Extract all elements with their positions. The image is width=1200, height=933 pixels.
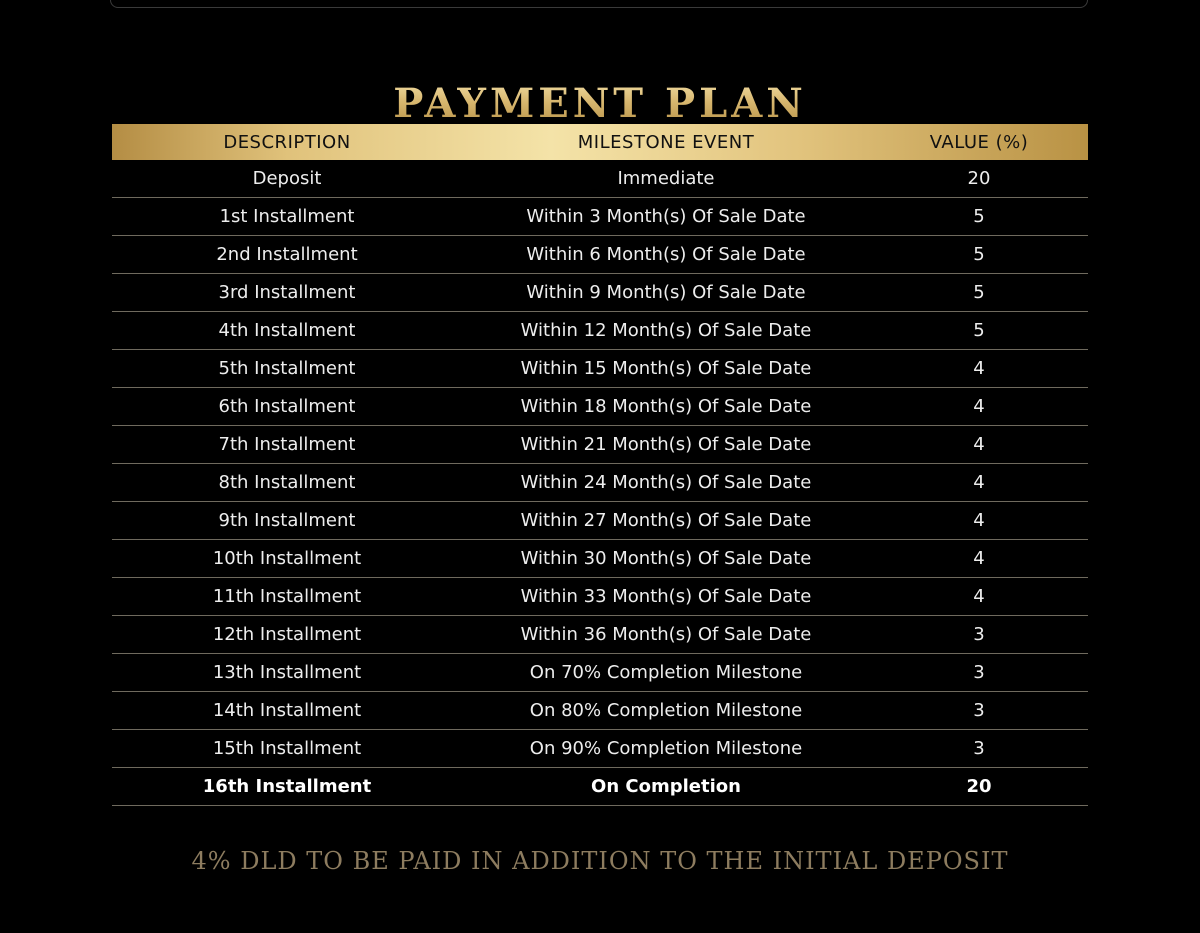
cell-description: 12th Installment — [112, 616, 462, 654]
cell-milestone: Immediate — [462, 160, 870, 198]
cell-description: 16th Installment — [112, 768, 462, 806]
table-row — [112, 426, 1088, 464]
cell-value: 4 — [870, 502, 1088, 540]
table-row — [112, 198, 1088, 236]
cell-value: 4 — [870, 350, 1088, 388]
cell-description: 2nd Installment — [112, 236, 462, 274]
table-row — [112, 464, 1088, 502]
table-row — [112, 654, 1088, 692]
table-row — [112, 578, 1088, 616]
cell-value: 3 — [870, 692, 1088, 730]
header-row — [112, 124, 1088, 160]
table-header — [112, 124, 1088, 160]
cell-description: 7th Installment — [112, 426, 462, 464]
cell-description: 5th Installment — [112, 350, 462, 388]
cell-milestone: Within 33 Month(s) Of Sale Date — [462, 578, 870, 616]
table-row-final — [112, 768, 1088, 806]
table-row — [112, 388, 1088, 426]
cell-description: 4th Installment — [112, 312, 462, 350]
cell-milestone: On 80% Completion Milestone — [462, 692, 870, 730]
table-row — [112, 540, 1088, 578]
cell-milestone: Within 30 Month(s) Of Sale Date — [462, 540, 870, 578]
table-row — [112, 730, 1088, 768]
table-row — [112, 236, 1088, 274]
table-row — [112, 616, 1088, 654]
cell-value: 20 — [870, 768, 1088, 806]
cell-milestone: On 90% Completion Milestone — [462, 730, 870, 768]
cell-milestone: Within 18 Month(s) Of Sale Date — [462, 388, 870, 426]
page-title: PAYMENT PLAN — [0, 79, 1200, 129]
cell-description: 9th Installment — [112, 502, 462, 540]
cell-value: 3 — [870, 616, 1088, 654]
table-row — [112, 274, 1088, 312]
cell-description: 8th Installment — [112, 464, 462, 502]
header-description: DESCRIPTION — [223, 131, 351, 153]
table-row — [112, 312, 1088, 350]
table-row — [112, 502, 1088, 540]
cell-milestone: Within 21 Month(s) Of Sale Date — [462, 426, 870, 464]
cell-value: 4 — [870, 388, 1088, 426]
cell-milestone: Within 3 Month(s) Of Sale Date — [462, 198, 870, 236]
cell-value: 5 — [870, 236, 1088, 274]
header-milestone-event: MILESTONE EVENT — [577, 131, 755, 153]
table-row — [112, 160, 1088, 198]
cell-description: Deposit — [112, 160, 462, 198]
cell-value: 20 — [870, 160, 1088, 198]
top-frame-divider — [110, 0, 1088, 8]
cell-description: 14th Installment — [112, 692, 462, 730]
cell-milestone: Within 36 Month(s) Of Sale Date — [462, 616, 870, 654]
cell-description: 1st Installment — [112, 198, 462, 236]
cell-milestone: Within 27 Month(s) Of Sale Date — [462, 502, 870, 540]
cell-milestone: On Completion — [462, 768, 870, 806]
cell-milestone: Within 9 Month(s) Of Sale Date — [462, 274, 870, 312]
cell-value: 5 — [870, 198, 1088, 236]
cell-milestone: Within 24 Month(s) Of Sale Date — [462, 464, 870, 502]
table-row — [112, 350, 1088, 388]
cell-value: 4 — [870, 426, 1088, 464]
payment-plan-table — [112, 124, 1088, 806]
cell-value: 4 — [870, 578, 1088, 616]
cell-value: 3 — [870, 730, 1088, 768]
cell-milestone: Within 12 Month(s) Of Sale Date — [462, 312, 870, 350]
cell-description: 11th Installment — [112, 578, 462, 616]
cell-description: 15th Installment — [112, 730, 462, 768]
table-row — [112, 692, 1088, 730]
cell-milestone: Within 6 Month(s) Of Sale Date — [462, 236, 870, 274]
header-value: VALUE (%) — [929, 131, 1029, 153]
cell-description: 13th Installment — [112, 654, 462, 692]
table-body — [112, 160, 1088, 806]
cell-milestone: On 70% Completion Milestone — [462, 654, 870, 692]
dld-footnote: 4% DLD TO BE PAID IN ADDITION TO THE INITIAL DEPOSIT — [191, 847, 1009, 875]
cell-description: 10th Installment — [112, 540, 462, 578]
cell-value: 4 — [870, 540, 1088, 578]
cell-value: 4 — [870, 464, 1088, 502]
cell-description: 6th Installment — [112, 388, 462, 426]
cell-milestone: Within 15 Month(s) Of Sale Date — [462, 350, 870, 388]
cell-value: 3 — [870, 654, 1088, 692]
cell-value: 5 — [870, 312, 1088, 350]
cell-value: 5 — [870, 274, 1088, 312]
cell-description: 3rd Installment — [112, 274, 462, 312]
